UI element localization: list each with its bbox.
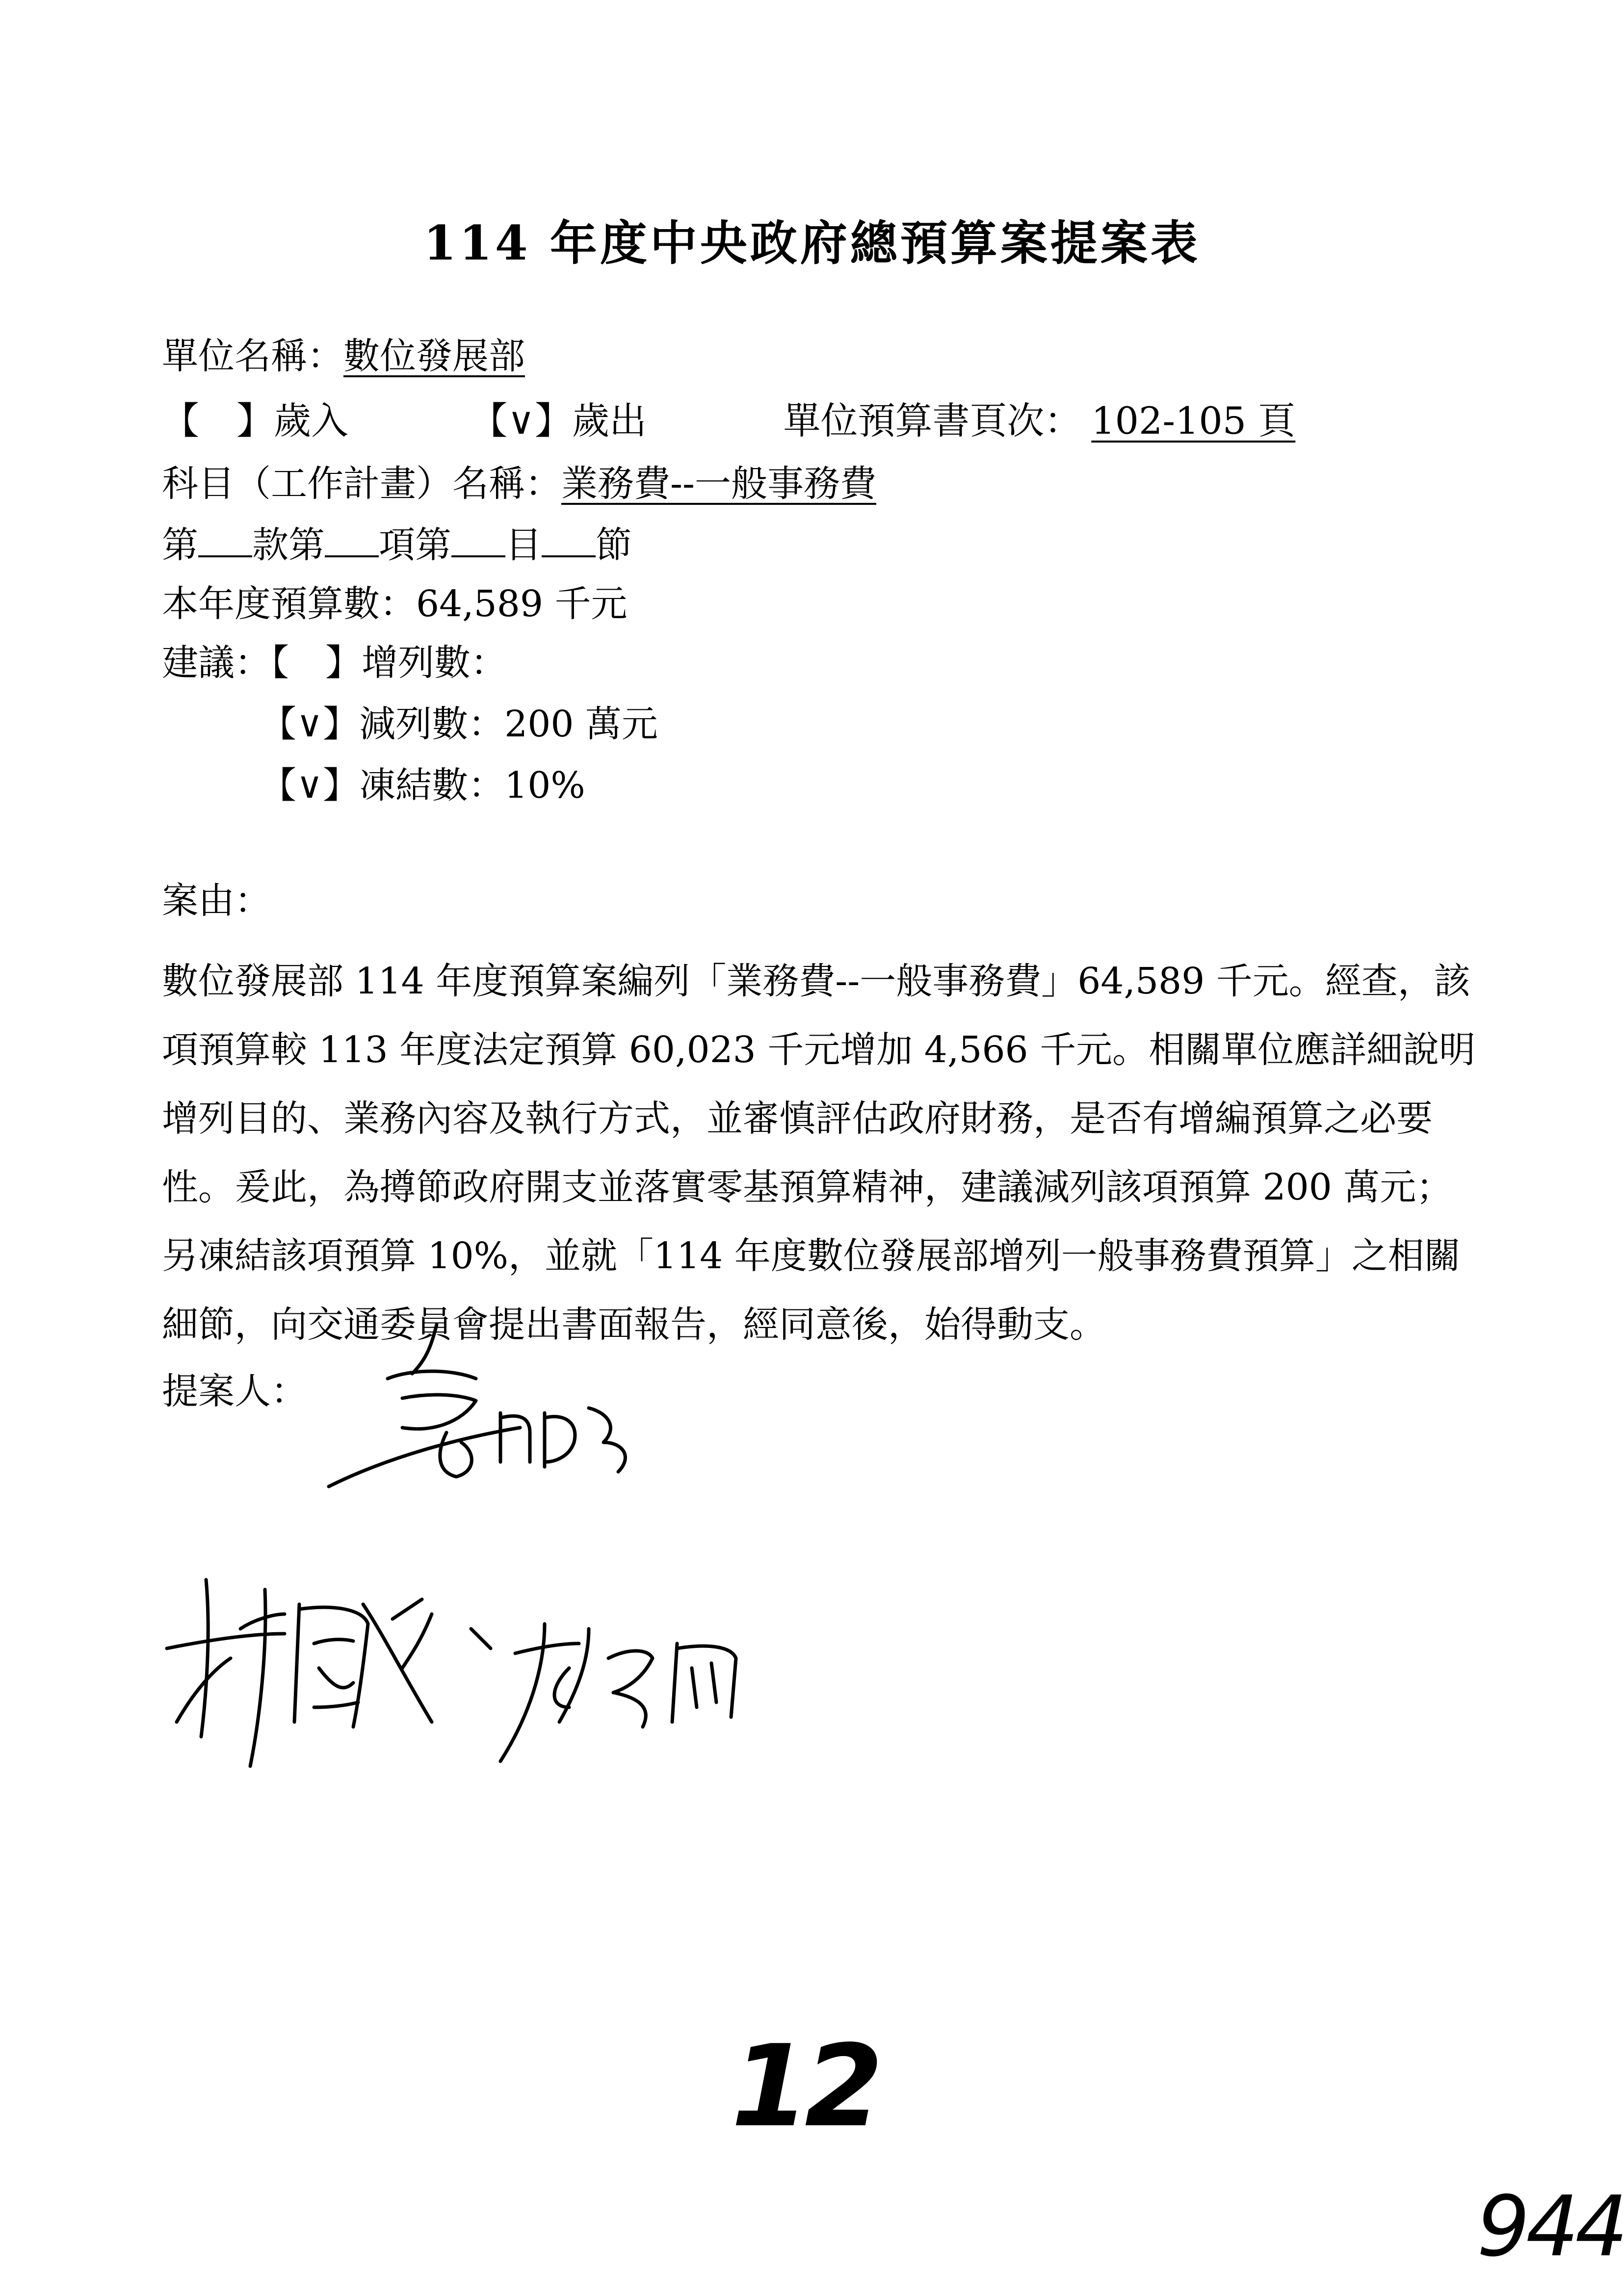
suggestion-label: 建議： bbox=[162, 642, 271, 684]
proposer-label: 提案人： bbox=[162, 1370, 307, 1412]
page-ref-label: 單位預算書頁次： bbox=[783, 399, 1082, 443]
budget-amount: 本年度預算數：64,589 千元 bbox=[162, 583, 628, 625]
reason-label: 案由： bbox=[162, 880, 271, 922]
budget-type-row bbox=[162, 397, 1305, 444]
section-text-5: 節 bbox=[596, 524, 632, 566]
revenue-label: 歲入 bbox=[274, 399, 348, 443]
page-ref-value: 102-105 頁 bbox=[1091, 399, 1296, 443]
section-text-1: 第 bbox=[162, 524, 198, 566]
section-row bbox=[162, 522, 632, 568]
decrease-label: 減列數：200 萬元 bbox=[359, 703, 658, 745]
increase-checkbox: 【 】 bbox=[271, 642, 362, 684]
freeze-label: 凍結數：10% bbox=[359, 764, 585, 807]
handwritten-corner-number: 944 bbox=[1477, 2178, 1624, 2275]
section-blank-2 bbox=[325, 526, 379, 557]
handwritten-page-number: 12 bbox=[731, 2021, 879, 2152]
reason-line: 數位發展部 114 年度預算案編列「業務費--一般事務費」64,589 千元。經查，該 bbox=[162, 960, 1470, 1002]
unit-name-row bbox=[162, 334, 525, 379]
unit-name-label: 單位名稱： bbox=[162, 335, 343, 377]
reason-line: 項預算較 113 年度法定預算 60,023 千元增加 4,566 千元。相關單位應詳細說明 bbox=[162, 1029, 1476, 1071]
suggestion-freeze-row bbox=[260, 763, 585, 809]
reason-line: 細節，向交通委員會提出書面報告，經同意後，始得動支。 bbox=[162, 1304, 1106, 1346]
suggestion-increase-row bbox=[162, 640, 507, 686]
section-blank-3 bbox=[451, 526, 505, 557]
reason-paragraph bbox=[162, 947, 1506, 1359]
revenue-checkbox: 【 】 bbox=[162, 399, 274, 443]
increase-label: 增列數： bbox=[362, 642, 507, 684]
subject-value: 業務費--一般事務費 bbox=[561, 463, 877, 505]
section-text-3: 項第 bbox=[379, 524, 451, 566]
decrease-checkbox: 【∨】 bbox=[260, 703, 360, 745]
suggestion-decrease-row bbox=[260, 702, 658, 747]
form-title: 114 年度中央政府總預算案提案表 bbox=[423, 215, 1201, 271]
section-text-4: 目 bbox=[505, 524, 542, 566]
section-text-2: 款第 bbox=[252, 524, 325, 566]
signature-2 bbox=[157, 1560, 795, 1805]
section-blank-4 bbox=[542, 526, 596, 557]
subject-label: 科目（工作計畫）名稱： bbox=[162, 463, 561, 505]
subject-row bbox=[162, 461, 876, 507]
unit-name-value: 數位發展部 bbox=[343, 335, 525, 377]
reason-line: 另凍結該項預算 10%，並就「114 年度數位發展部增列一般事務費預算」之相關 bbox=[162, 1235, 1461, 1277]
signature-1 bbox=[314, 1315, 657, 1521]
freeze-checkbox: 【∨】 bbox=[260, 764, 360, 807]
expense-label: 歲出 bbox=[572, 399, 647, 443]
section-blank-1 bbox=[198, 526, 252, 557]
reason-line: 增列目的、業務內容及執行方式，並審慎評估政府財務，是否有增編預算之必要 bbox=[162, 1097, 1433, 1140]
expense-checkbox: 【∨】 bbox=[470, 399, 572, 443]
reason-line: 性。爰此，為撙節政府開支並落實零基預算精神，建議減列該項預算 200 萬元； bbox=[162, 1166, 1453, 1208]
